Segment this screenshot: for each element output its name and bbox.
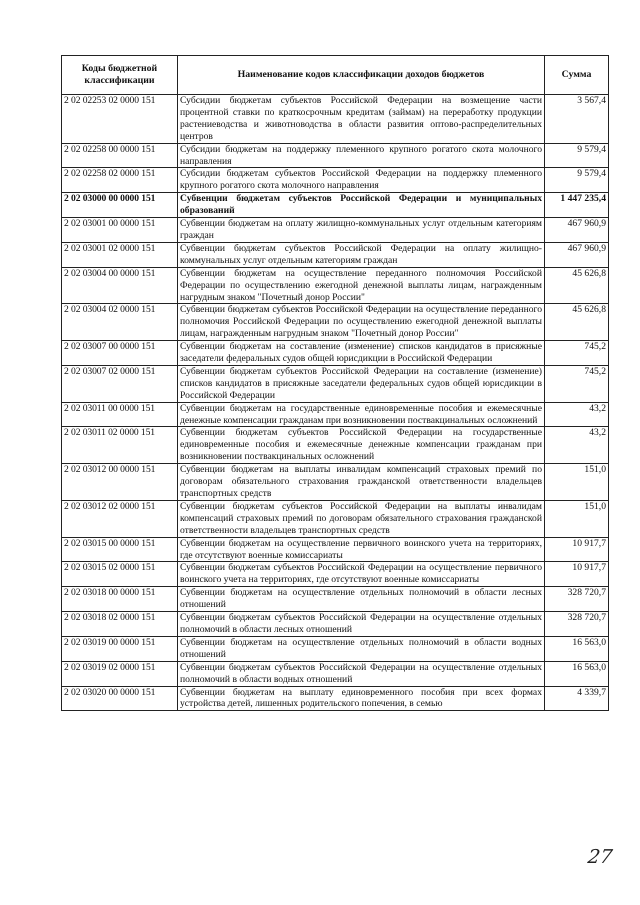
name-cell: Субвенции бюджетам субъектов Российской Федерации на осуществление отдельных полномочий в области лесных отношений <box>178 612 545 637</box>
code-cell: 2 02 03011 02 0000 151 <box>62 427 178 464</box>
name-cell: Субвенции бюджетам на оплату жилищно-коммунальных услуг отдельным категориям граждан <box>178 218 545 243</box>
name-cell: Субвенции бюджетам субъектов Российской Федерации на государственные единовременные пособия и ежемесячные денежные компенсации гражданам при возникновении поствакцинальных осложнений <box>178 427 545 464</box>
code-cell: 2 02 03018 00 0000 151 <box>62 587 178 612</box>
code-cell: 2 02 03001 02 0000 151 <box>62 242 178 267</box>
sum-cell: 43,2 <box>545 402 609 427</box>
table-row <box>62 365 609 402</box>
code-cell: 2 02 03001 00 0000 151 <box>62 218 178 243</box>
table-row <box>62 193 609 218</box>
table-body <box>62 95 609 711</box>
sum-cell: 4 339,7 <box>545 686 609 711</box>
code-cell: 2 02 03007 02 0000 151 <box>62 365 178 402</box>
code-cell: 2 02 02253 02 0000 151 <box>62 95 178 144</box>
sum-cell: 467 960,9 <box>545 242 609 267</box>
table-row <box>62 341 609 366</box>
code-cell: 2 02 03000 00 0000 151 <box>62 193 178 218</box>
table-row <box>62 537 609 562</box>
table-row <box>62 427 609 464</box>
table-row <box>62 95 609 144</box>
code-cell: 2 02 02258 02 0000 151 <box>62 168 178 193</box>
name-cell: Субвенции бюджетам на выплату единовременного пособия при всех формах устройства детей, лишенных родительского попечения, в семью <box>178 686 545 711</box>
table-row <box>62 402 609 427</box>
sum-cell: 45 626,8 <box>545 267 609 304</box>
sum-cell: 10 917,7 <box>545 537 609 562</box>
name-cell: Субвенции бюджетам на выплаты инвалидам компенсаций страховых премий по договорам обязательного страхования гражданской ответственности владельцев транспортных средств <box>178 464 545 501</box>
name-cell: Субсидии бюджетам субъектов Российской Федерации на поддержку племенного крупного рогатого скота молочного направления <box>178 168 545 193</box>
table-row <box>62 143 609 168</box>
table-row <box>62 636 609 661</box>
table-row <box>62 304 609 341</box>
name-cell: Субсидии бюджетам на поддержку племенного крупного рогатого скота молочного направления <box>178 143 545 168</box>
sum-cell: 43,2 <box>545 427 609 464</box>
table-row <box>62 464 609 501</box>
name-cell: Субвенции бюджетам субъектов Российской Федерации на составление (изменение) списков кандидатов в присяжные заседатели федеральных судов общей юрисдикции в Российской Федерации <box>178 365 545 402</box>
sum-cell: 45 626,8 <box>545 304 609 341</box>
sum-cell: 151,0 <box>545 500 609 537</box>
name-cell: Субвенции бюджетам субъектов Российской Федерации на выплаты инвалидам компенсаций страховых премий по договорам обязательного страхования гражданской ответственности владельцев транспортных средств <box>178 500 545 537</box>
sum-cell: 9 579,4 <box>545 143 609 168</box>
header-code: Коды бюджетной классификации <box>62 56 178 95</box>
name-cell: Субвенции бюджетам на осуществление отдельных полномочий в области лесных отношений <box>178 587 545 612</box>
sum-cell: 745,2 <box>545 341 609 366</box>
table-row <box>62 242 609 267</box>
sum-cell: 9 579,4 <box>545 168 609 193</box>
name-cell: Субвенции бюджетам субъектов Российской Федерации на осуществление переданного полномочия Российской Федерации по осуществлению ежегодной денежной выплаты лицам, награжденным нагрудным знаком "Почетный донор России" <box>178 304 545 341</box>
code-cell: 2 02 03004 00 0000 151 <box>62 267 178 304</box>
table-row <box>62 562 609 587</box>
code-cell: 2 02 03015 02 0000 151 <box>62 562 178 587</box>
sum-cell: 328 720,7 <box>545 612 609 637</box>
sum-cell: 328 720,7 <box>545 587 609 612</box>
table-row <box>62 686 609 711</box>
sum-cell: 10 917,7 <box>545 562 609 587</box>
code-cell: 2 02 03019 00 0000 151 <box>62 636 178 661</box>
code-cell: 2 02 03011 00 0000 151 <box>62 402 178 427</box>
table-row <box>62 612 609 637</box>
name-cell: Субвенции бюджетам субъектов Российской Федерации на оплату жилищно-коммунальных услуг отдельным категориям граждан <box>178 242 545 267</box>
table-row <box>62 218 609 243</box>
name-cell: Субвенции бюджетам на осуществление переданного полномочия Российской Федерации по осуществлению ежегодной денежной выплаты лицам, награжденным нагрудным знаком "Почетный донор России" <box>178 267 545 304</box>
name-cell: Субвенции бюджетам на осуществление первичного воинского учета на территориях, где отсутствуют военные комиссариаты <box>178 537 545 562</box>
sum-cell: 16 563,0 <box>545 636 609 661</box>
name-cell: Субвенции бюджетам на государственные единовременные пособия и ежемесячные денежные компенсации гражданам при возникновении поствакцинальных осложнений <box>178 402 545 427</box>
name-cell: Субвенции бюджетам субъектов Российской Федерации на осуществление отдельных полномочий в области водных отношений <box>178 661 545 686</box>
sum-cell: 151,0 <box>545 464 609 501</box>
table-row <box>62 500 609 537</box>
name-cell: Субвенции бюджетам субъектов Российской Федерации и муниципальных образований <box>178 193 545 218</box>
name-cell: Субсидии бюджетам субъектов Российской Федерации на возмещение части процентной ставки по краткосрочным кредитам (займам) на переработку продукции растениеводства и животноводства в области развития оптово-распределительных центров <box>178 95 545 144</box>
sum-cell: 1 447 235,4 <box>545 193 609 218</box>
code-cell: 2 02 03018 02 0000 151 <box>62 612 178 637</box>
code-cell: 2 02 03007 00 0000 151 <box>62 341 178 366</box>
code-cell: 2 02 03004 02 0000 151 <box>62 304 178 341</box>
code-cell: 2 02 03015 00 0000 151 <box>62 537 178 562</box>
table-row <box>62 587 609 612</box>
budget-revenue-table <box>61 55 609 711</box>
sum-cell: 745,2 <box>545 365 609 402</box>
table-row <box>62 168 609 193</box>
code-cell: 2 02 03012 00 0000 151 <box>62 464 178 501</box>
table-row <box>62 661 609 686</box>
sum-cell: 3 567,4 <box>545 95 609 144</box>
table-row <box>62 267 609 304</box>
header-name: Наименование кодов классификации доходов бюджетов <box>178 56 545 95</box>
sum-cell: 16 563,0 <box>545 661 609 686</box>
code-cell: 2 02 03020 00 0000 151 <box>62 686 178 711</box>
code-cell: 2 02 03012 02 0000 151 <box>62 500 178 537</box>
code-cell: 2 02 03019 02 0000 151 <box>62 661 178 686</box>
code-cell: 2 02 02258 00 0000 151 <box>62 143 178 168</box>
name-cell: Субвенции бюджетам субъектов Российской Федерации на осуществление первичного воинского учета на территориях, где отсутствуют военные комиссариаты <box>178 562 545 587</box>
page-number: 27 <box>586 846 614 868</box>
name-cell: Субвенции бюджетам на осуществление отдельных полномочий в области водных отношений <box>178 636 545 661</box>
name-cell: Субвенции бюджетам на составление (изменение) списков кандидатов в присяжные заседатели федеральных судов общей юрисдикции в Российской Федерации <box>178 341 545 366</box>
table-header-row <box>62 56 609 95</box>
header-sum: Сумма <box>545 56 609 95</box>
sum-cell: 467 960,9 <box>545 218 609 243</box>
